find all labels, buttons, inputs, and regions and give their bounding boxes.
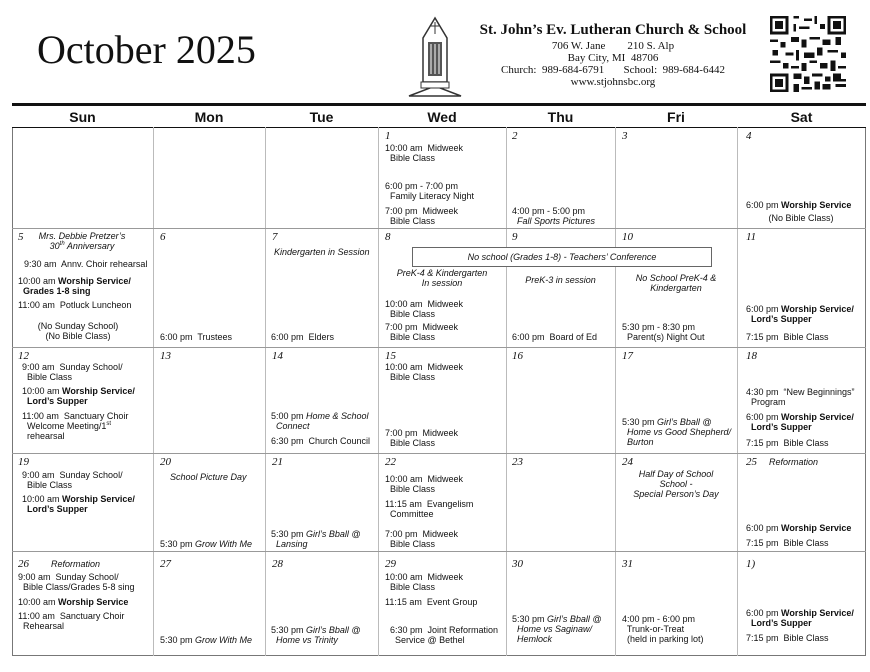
event-time: 6:00 pm (746, 304, 782, 314)
event-item[interactable] (271, 529, 361, 549)
day-number: 5 (18, 231, 24, 243)
day-number: 16 (512, 350, 523, 362)
church-name: St. John’s Ev. Lutheran Church & School (479, 22, 747, 38)
day-number: 8 (385, 231, 391, 243)
event-item[interactable] (22, 386, 135, 406)
event-title: Worship Service/ Lord’s Supper (27, 494, 135, 514)
day-number: 9 (512, 231, 518, 243)
day-number: 24 (622, 456, 633, 468)
calendar-grid (12, 103, 866, 656)
event-title: Worship Service/ Lord’s Supper (751, 608, 854, 628)
column-divider (615, 127, 616, 656)
event-title: Girl’s Bball @ Home vs Trinity (276, 625, 361, 645)
column-divider (737, 127, 738, 656)
event-note: (No Sunday School) (No Bible Class) (37, 321, 119, 341)
event-item[interactable]: 10:00 am Midweek Bible Class (385, 572, 464, 592)
event-item[interactable]: 9:00 am Sunday School/ Bible Class (22, 362, 123, 382)
day-number: 3 (622, 130, 628, 142)
event-title: Girl’s Bball @ Home vs Saginaw/ Hemlock (517, 614, 602, 644)
column-divider (378, 127, 379, 656)
day-number: 29 (385, 558, 396, 570)
event-title: Grow With Me (195, 635, 252, 645)
event-item[interactable]: 7:00 pm Midweek Bible Class (385, 428, 459, 448)
event-item[interactable]: 11:00 am Sanctuary Choir Welcome Meeting/1st rehearsal (22, 411, 129, 441)
event-time: 10:00 am (22, 494, 63, 504)
day-number: 20 (160, 456, 171, 468)
event-item[interactable] (271, 411, 369, 431)
event-item[interactable]: 7:15 pm Bible Class (746, 332, 829, 342)
event-title: Worship Service (781, 200, 852, 210)
row-divider (12, 453, 866, 454)
event-title: Worship Service (781, 523, 852, 533)
event-item[interactable]: 9:30 am Annv. Choir rehearsal (24, 259, 148, 269)
event-item[interactable] (512, 206, 595, 226)
day-number: 21 (272, 456, 283, 468)
address-line: 706 W. Jane 210 S. Alp (551, 40, 675, 52)
day-number: 1) (746, 558, 756, 570)
event-title: Worship Service/ Lord’s Supper (751, 412, 854, 432)
church-info (468, 22, 758, 88)
event-item[interactable]: 11:15 am Event Group (385, 597, 478, 607)
event-title: Girl’s Bball @ Lansing (276, 529, 361, 549)
event-item[interactable] (746, 608, 854, 628)
event-item[interactable]: 11:00 am Potluck Luncheon (18, 300, 132, 310)
day-number: 13 (160, 350, 171, 362)
dow-wed: Wed (427, 109, 457, 125)
event-item[interactable]: 10:00 am Midweek Bible Class (385, 362, 464, 382)
day-number: 2 (512, 130, 518, 142)
website-link[interactable]: www.stjohnsbc.org (570, 76, 656, 88)
event-time: 10:00 am (18, 597, 59, 607)
day-number: 4 (746, 130, 752, 142)
event-item[interactable] (746, 200, 851, 210)
event-item[interactable]: 7:00 pm Midweek Bible Class (385, 529, 459, 549)
event-title: Reformation (51, 559, 101, 569)
event-item[interactable] (271, 625, 361, 645)
event-item[interactable]: 6:30 pm Church Council (271, 436, 371, 446)
day-number: 25 (746, 456, 757, 468)
event-item[interactable]: 4:00 pm - 6:00 pm Trunk-or-Treat (held in parking lot) (622, 614, 704, 644)
event-item[interactable]: School Picture Day (170, 472, 247, 482)
day-number: 11 (746, 231, 757, 243)
day-number: 14 (272, 350, 283, 362)
dow-sun: Sun (69, 109, 96, 125)
city-line: Bay City, MI 48706 (567, 52, 659, 64)
event-item[interactable] (622, 417, 731, 447)
event-item[interactable]: 11:00 am Sanctuary Choir Rehearsal (18, 611, 125, 631)
event-item[interactable]: 9:00 am Sunday School/ Bible Class (22, 470, 123, 490)
event-item[interactable] (512, 614, 602, 644)
steeple-icon (407, 16, 463, 98)
event-item[interactable]: No School PreK-4 & Kindergarten (635, 273, 717, 293)
day-number: 31 (622, 558, 633, 570)
event-item[interactable] (22, 494, 135, 514)
day-number: 30 (512, 558, 523, 570)
day-number: 10 (622, 231, 633, 243)
event-item[interactable]: 6:00 pm Trustees (160, 332, 233, 342)
event-time: 6:00 pm (746, 200, 782, 210)
dow-fri: Fri (667, 109, 685, 125)
event-item[interactable]: Half Day of School School - Special Person’s Day (633, 469, 719, 499)
dow-mon: Mon (194, 109, 224, 125)
event-item[interactable] (18, 276, 131, 296)
day-number: 27 (160, 558, 171, 570)
event-title: Reformation (769, 457, 819, 467)
event-item[interactable]: 7:00 pm Midweek Bible Class (385, 322, 459, 342)
day-number: 17 (622, 350, 633, 362)
row-divider (12, 228, 866, 229)
event-item[interactable]: 7:15 pm Bible Class (746, 633, 829, 643)
event-item[interactable]: 10:00 am Midweek Bible Class (385, 474, 464, 494)
day-number: 15 (385, 350, 396, 362)
qr-code-icon[interactable] (770, 16, 846, 92)
event-title: Worship Service (58, 597, 129, 607)
day-number: 18 (746, 350, 757, 362)
header-divider (12, 103, 866, 106)
event-time: 10:00 am (18, 276, 59, 286)
event-title: Worship Service/ Lord’s Supper (751, 304, 854, 324)
calendar-header (0, 0, 870, 100)
day-number: 23 (512, 456, 523, 468)
event-time: 5:30 pm (622, 417, 658, 427)
event-title: Worship Service/ Lord’s Supper (27, 386, 135, 406)
event-item[interactable]: 4:30 pm “New Beginnings” Program (746, 387, 855, 407)
event-title: Worship Service/ Grades 1-8 sing (23, 276, 131, 296)
event-item[interactable]: Kindergarten in Session (274, 247, 370, 257)
event-item[interactable]: 11:15 am Evangelism Committee (385, 499, 474, 519)
event-item[interactable]: 6:00 pm - 7:00 pm Family Literacy Night (385, 181, 475, 201)
event-item[interactable]: 6:00 pm Elders (271, 332, 335, 342)
event-time: 5:30 pm (160, 539, 196, 549)
event-time: 5:30 pm (271, 529, 307, 539)
event-item[interactable] (18, 597, 128, 607)
day-number: 7 (272, 231, 278, 243)
day-number: 6 (160, 231, 166, 243)
event-time: 4:00 pm - 5:00 pm (512, 206, 586, 216)
column-divider (265, 127, 266, 656)
event-item[interactable]: 6:00 pm Board of Ed (512, 332, 598, 342)
event-time: 6:00 pm (746, 608, 782, 618)
event-item[interactable]: PreK-4 & Kindergarten In session (396, 268, 488, 288)
day-number: 19 (18, 456, 29, 468)
event-item[interactable]: 10:00 am Midweek Bible Class (385, 299, 464, 319)
dow-sat: Sat (790, 109, 813, 125)
day-number: 26 (18, 558, 29, 570)
dow-thu: Thu (547, 109, 574, 125)
event-item[interactable]: 6:30 pm Joint Reformation Service @ Bethel (390, 625, 499, 645)
day-number: 1 (385, 130, 391, 142)
event-item[interactable]: 7:00 pm Midweek Bible Class (385, 206, 459, 226)
event-item[interactable]: 10:00 am Midweek Bible Class (385, 143, 464, 163)
event-item[interactable] (160, 635, 252, 645)
month-title: October 2025 (37, 27, 256, 72)
dow-tue: Tue (309, 109, 334, 125)
event-item[interactable]: 9:00 am Sunday School/ Bible Class/Grades 5-8 sing (18, 572, 135, 592)
row-divider (12, 551, 866, 552)
day-number: 22 (385, 456, 396, 468)
event-time: 5:00 pm (271, 411, 307, 421)
event-item[interactable] (746, 523, 851, 533)
day-number: 28 (272, 558, 283, 570)
phone-line: Church: 989-684-6791 School: 989-684-6442 (501, 64, 725, 76)
event-item[interactable] (746, 304, 854, 324)
event-title: Home & School Connect (276, 411, 369, 431)
event-time: 6:00 pm (746, 523, 782, 533)
event-title: Fall Sports Pictures (517, 216, 596, 226)
row-divider (12, 347, 866, 348)
event-time: 6:00 pm (746, 412, 782, 422)
event-time: 5:30 pm (271, 625, 307, 635)
event-title: Girl’s Bball @ Home vs Good Shepherd/ Burton (627, 417, 732, 447)
event-time: 10:00 am (22, 386, 63, 396)
event-title: Mrs. Debbie Pretzer’s 30th Anniversary (38, 231, 126, 251)
event-title: Grow With Me (195, 539, 252, 549)
event-time: 5:30 pm (512, 614, 548, 624)
event-item[interactable] (746, 412, 854, 432)
event-item[interactable] (160, 539, 252, 549)
event-item[interactable]: 7:15 pm Bible Class (746, 538, 829, 548)
event-banner[interactable]: No school (Grades 1-8) - Teachers’ Conference (412, 247, 712, 267)
event-item[interactable]: 7:15 pm Bible Class (746, 438, 829, 448)
event-time: 5:30 pm (160, 635, 196, 645)
event-item[interactable]: 5:30 pm - 8:30 pm Parent(s) Night Out (622, 322, 705, 342)
event-item[interactable]: PreK-3 in session (525, 275, 596, 285)
column-divider (153, 127, 154, 656)
event-note: (No Bible Class) (768, 213, 834, 223)
column-divider (506, 127, 507, 656)
day-number: 12 (18, 350, 29, 362)
